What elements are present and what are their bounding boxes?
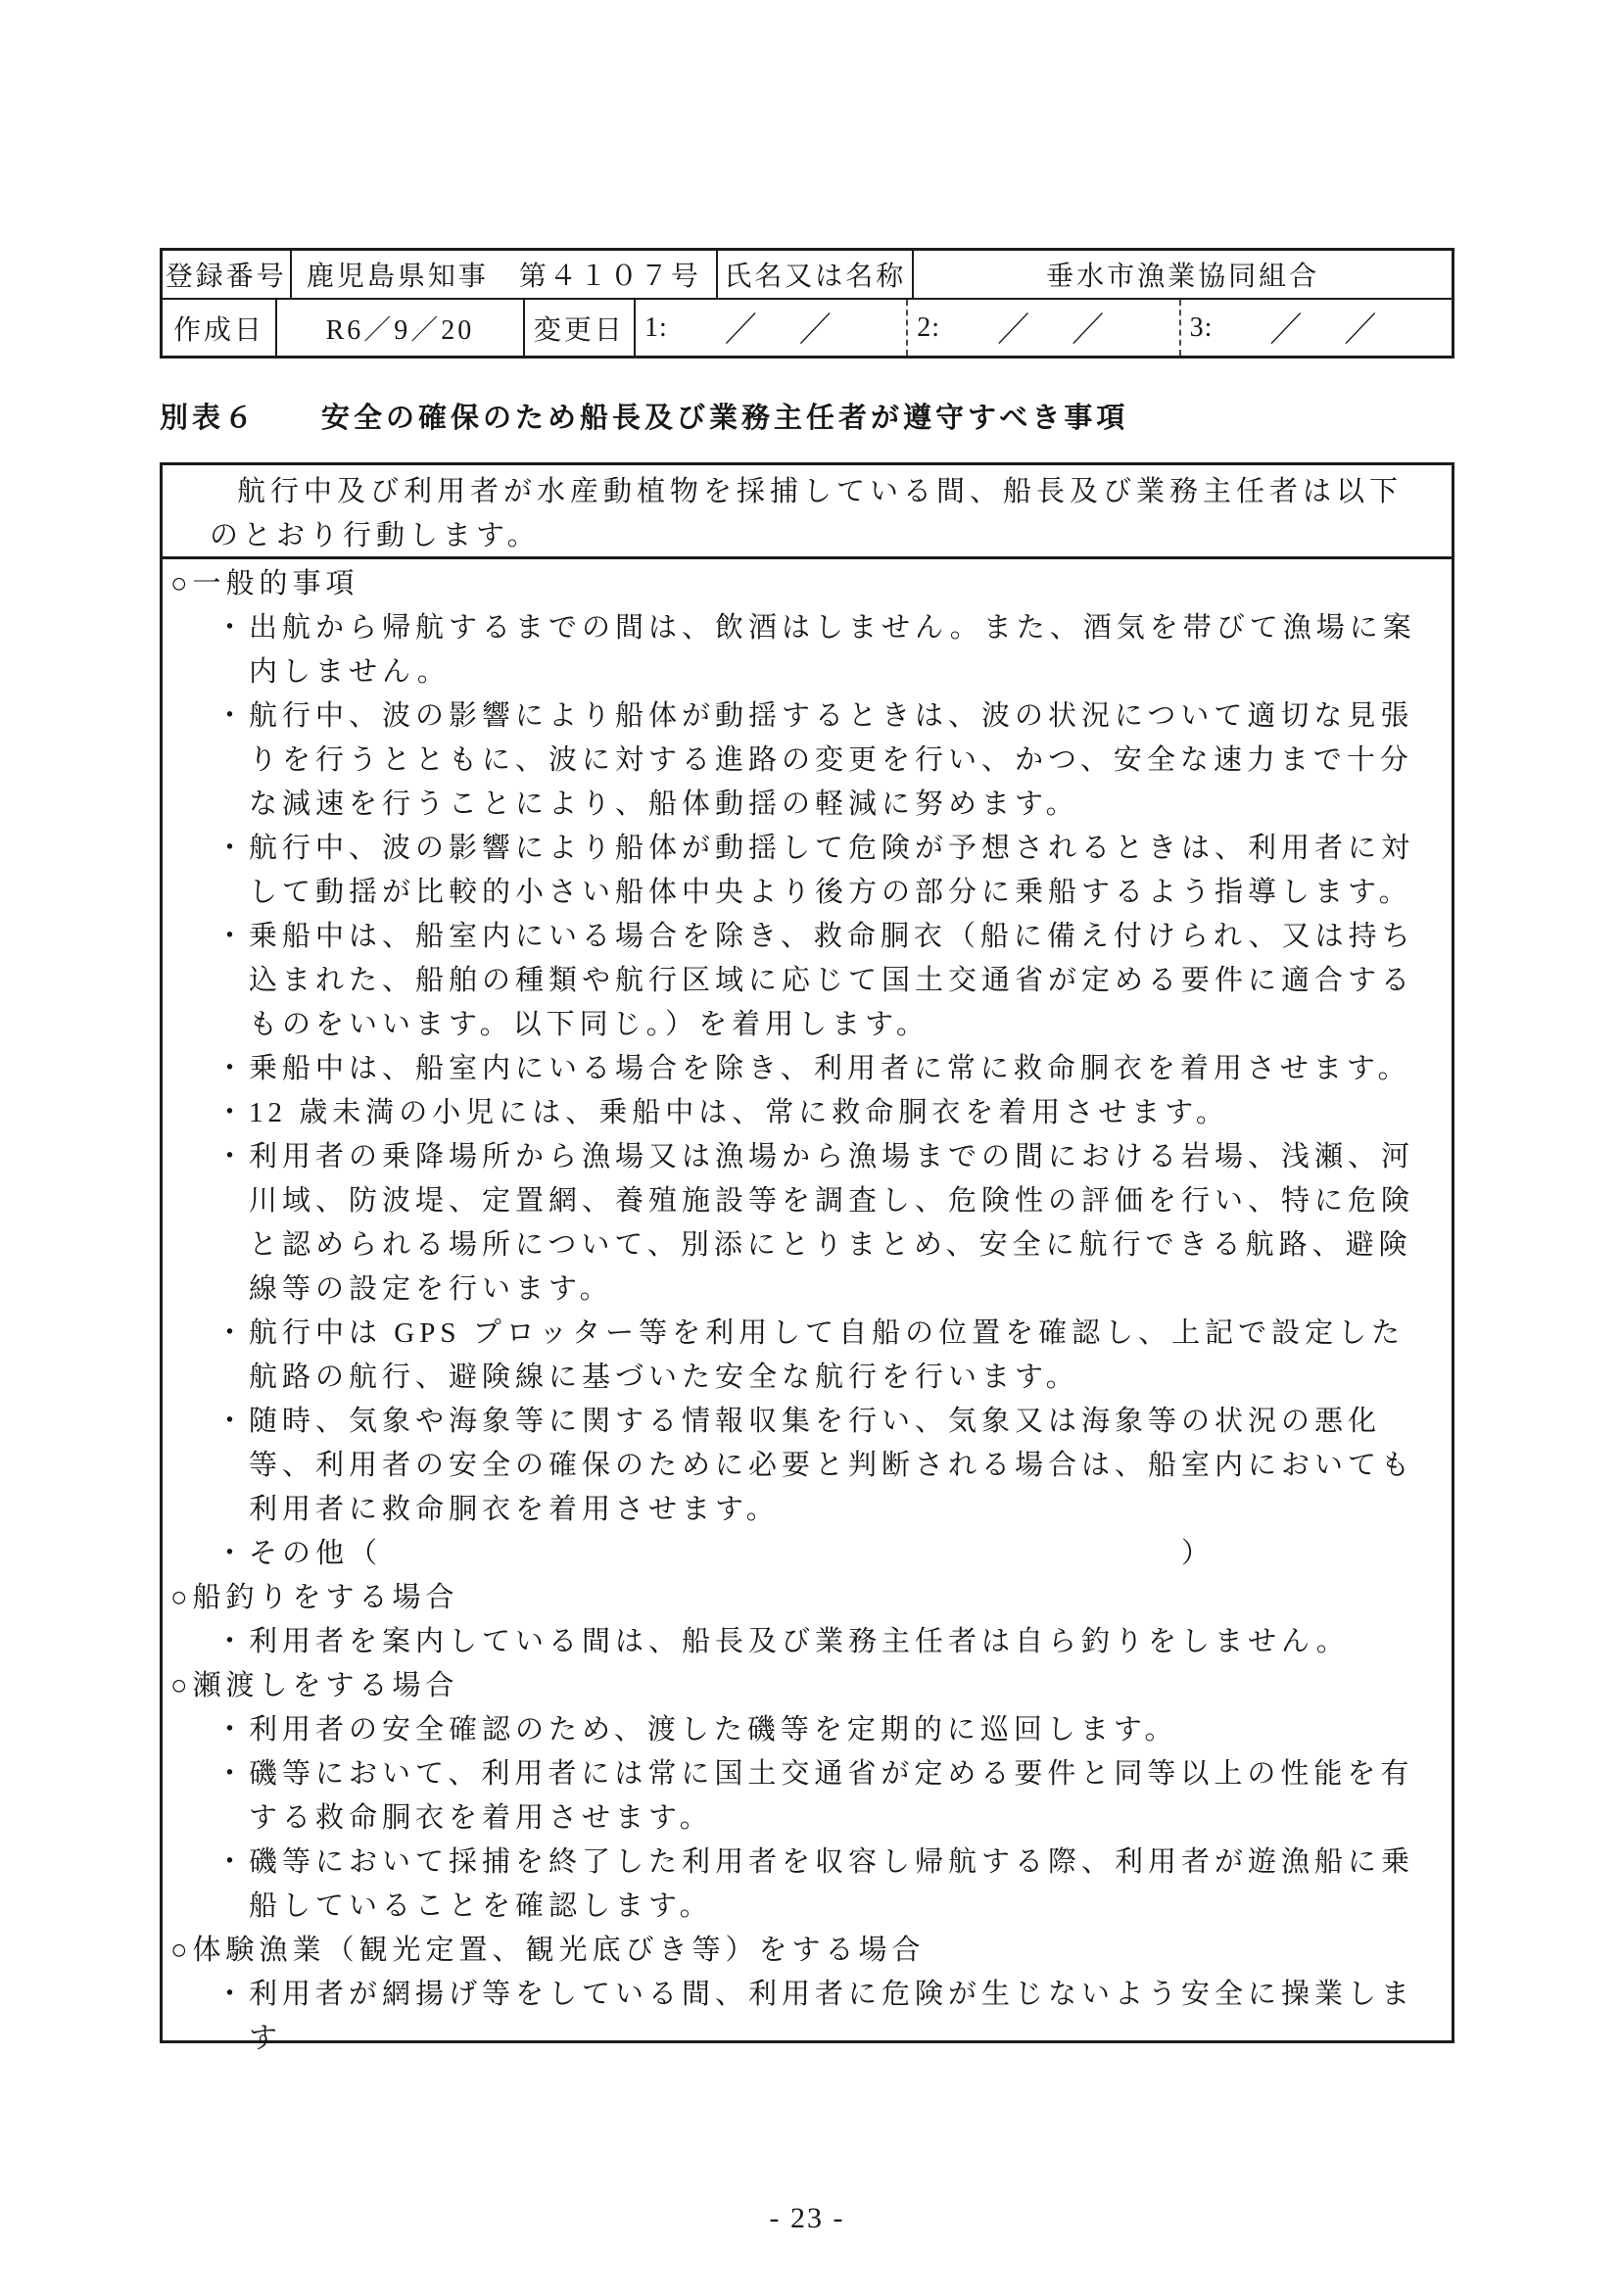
rule-item: ・航行中、波の影響により船体が動揺して危険が予想されるときは、利用者に対して動揺が比較的小さい船体中央より後方の部分に乗船するよう指導します。	[215, 833, 1415, 908]
modified-date-slot-1	[636, 300, 906, 356]
page-number: - 23 -	[769, 2202, 845, 2234]
rule-item: ・磯等において、利用者には常に国土交通省が定める要件と同等以上の性能を有する救命胴衣を着用させます。	[215, 1758, 1414, 1834]
header-table	[160, 248, 1454, 359]
holder-name-value: 垂水市漁業協同組合	[1046, 262, 1320, 292]
modified-date-slot-2	[906, 300, 1178, 356]
rule-heading: ○一般的事項	[170, 568, 359, 599]
slot-3-slash-2: ／	[1344, 312, 1380, 351]
rule-item: ・随時、気象や海象等に関する情報収集を行い、気象又は海象等の状況の悪化等、利用者の安全の確保のために必要と判断される場合は、船室内においても利用者に救命胴衣を着用させます。	[215, 1406, 1415, 1525]
page-title: 別表６ 安全の確保のため船長及び業務主任者が遵守すべき事項	[160, 403, 1129, 434]
slot-3-slash-1: ／	[1269, 312, 1306, 351]
rule-heading: ○瀬渡しをする場合	[170, 1670, 459, 1701]
rule-item-other-blank: ・その他（ ）	[215, 1538, 1215, 1569]
rule-item: ・出航から帰航するまでの間は、飲酒はしません。また、酒気を帯びて漁場に案内しません。	[215, 612, 1416, 688]
slot-2-slash-2: ／	[1072, 312, 1108, 351]
rule-heading: ○船釣りをする場合	[170, 1582, 459, 1613]
slot-2-slash-1: ／	[997, 312, 1033, 351]
slot-1-number: 1:	[643, 311, 668, 343]
intro-paragraph: 航行中及び利用者が水産動植物を採捕している間、船長及び業務主任者は以下のとおり行動します。	[163, 465, 1452, 559]
rule-item: ・利用者の安全確認のため、渡した磯等を定期的に巡回します。	[215, 1714, 1178, 1746]
rule-item: ・乗船中は、船室内にいる場合を除き、救命胴衣（船に備え付けられ、又は持ち込まれた、船舶の種類や航行区域に応じて国土交通省が定める要件に適合するものをいいます。以下同じ。）を着用します。	[215, 921, 1415, 1040]
modified-date-slot-list	[636, 300, 1452, 356]
header-table-row-2	[163, 300, 1452, 356]
registration-number-label: 登録番号	[163, 251, 292, 298]
rule-heading: ○体験漁業（観光定置、観光底びき等）をする場合	[170, 1935, 926, 1966]
holder-name-label: 氏名又は名称	[718, 251, 914, 298]
rules-list	[163, 559, 1452, 2061]
modified-date-slots	[636, 300, 1452, 356]
rules-box	[160, 462, 1454, 2054]
rule-item: ・磯等において採捕を終了した利用者を収容し帰航する際、利用者が遊漁船に乗船していることを確認します。	[215, 1846, 1415, 1922]
created-date-value: R6／9／20	[277, 300, 525, 356]
modified-date-label: 変更日	[525, 300, 636, 356]
registration-number-value: 鹿児島県知事 第４１０７号	[292, 251, 719, 298]
created-date-label: 作成日	[163, 300, 277, 356]
rule-item: ・12 歳未満の小児には、乗船中は、常に救命胴衣を着用させます。	[215, 1097, 1229, 1128]
slot-3-number: 3:	[1189, 311, 1214, 343]
slot-1-slash-2: ／	[798, 312, 834, 351]
rule-item: ・利用者が網揚げ等をしている間、利用者に危険が生じないよう安全に操業します	[215, 1979, 1415, 2054]
rule-item: ・利用者を案内している間は、船長及び業務主任者は自ら釣りをしません。	[215, 1626, 1350, 1657]
rule-item: ・乗船中は、船室内にいる場合を除き、利用者に常に救命胴衣を着用させます。	[215, 1053, 1411, 1084]
rule-item: ・航行中、波の影響により船体が動揺するときは、波の状況について適切な見張りを行うとともに、波に対する進路の変更を行い、かつ、安全な速力まで十分な減速を行うことにより、船体動揺の軽減に努めます。	[215, 700, 1414, 820]
slot-1-slash-1: ／	[724, 312, 760, 351]
slot-2-number: 2:	[917, 311, 941, 343]
rule-item: ・航行中は GPS プロッター等を利用して自船の位置を確認し、上記で設定した航路の航行、避険線に基づいた安全な航行を行います。	[215, 1317, 1406, 1393]
header-table-row-1	[163, 251, 1452, 300]
rule-item: ・利用者の乗降場所から漁場又は漁場から漁場までの間における岩場、浅瀬、河川域、防波堤、定置網、養殖施設等を調査し、危険性の評価を行い、特に危険と認められる場所について、別添にとりまとめ、安全に航行できる航路、避険線等の設定を行います。	[215, 1141, 1415, 1305]
modified-date-slot-3	[1179, 300, 1452, 356]
